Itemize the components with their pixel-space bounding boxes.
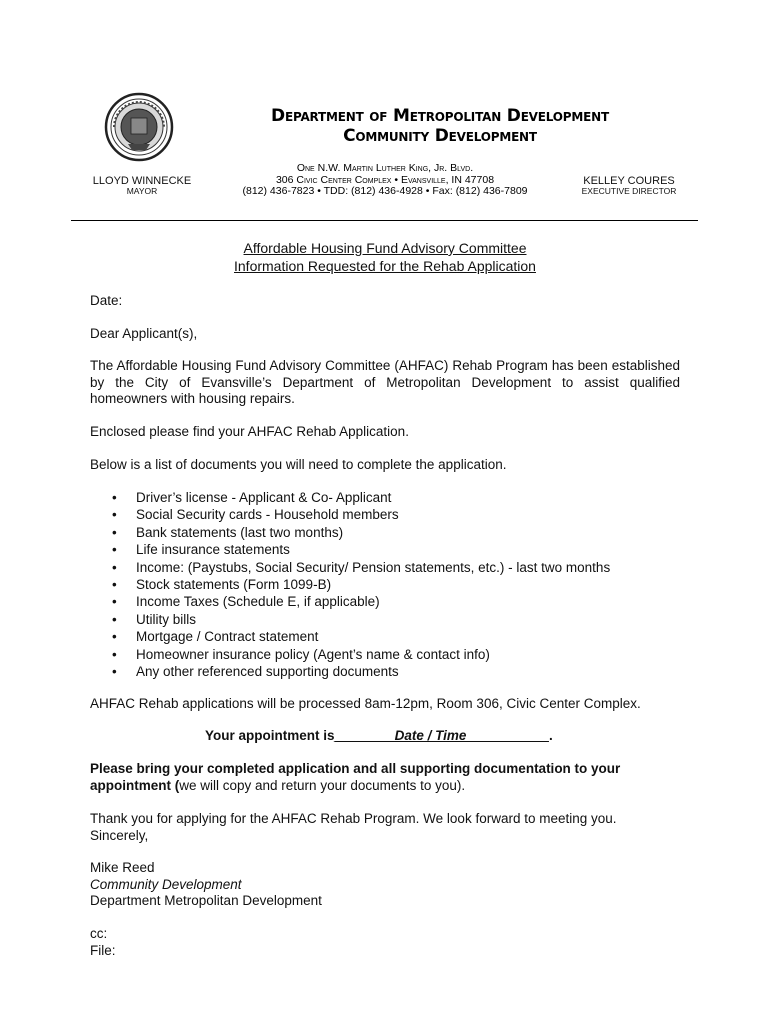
list-item: • Social Security cards - Household members <box>112 507 399 523</box>
closing: Sincerely, <box>90 828 149 843</box>
file-label: File: <box>90 943 116 958</box>
list-item: • Driver’s license - Applicant & Co- Applicant <box>112 490 392 505</box>
signer-unit: Community Development <box>90 877 242 892</box>
mayor-title: MAYOR <box>126 186 158 196</box>
division-name: Community Development <box>343 126 537 146</box>
list-item: • Stock statements (Form 1099-B) <box>112 577 332 593</box>
appointment-line <box>205 728 553 743</box>
salutation: Dear Applicant(s), <box>90 326 198 341</box>
department-name: Department of Metropolitan Development <box>271 106 609 126</box>
address-line-1: One N.W. Martin Luther King, Jr. Blvd. <box>296 162 474 174</box>
list-item: • Homeowner insurance policy (Agent’s name & contact info) <box>112 646 490 662</box>
bullet-icon: • <box>112 542 117 558</box>
list-item: • Bank statements (last two months) <box>112 524 344 540</box>
intro-paragraph: The Affordable Housing Fund Advisory Committee (AHFAC) Rehab Program has been established by the City of Evansville’s Department of Metropolitan Development to assist qualified homeowners with housing repairs. <box>90 358 680 406</box>
bullet-icon: • <box>112 490 117 505</box>
cc-label: cc: <box>90 926 108 941</box>
documents-list <box>90 489 680 680</box>
list-item: • Any other referenced supporting documents <box>112 664 399 680</box>
city-seal-icon <box>104 92 174 162</box>
list-item: • Income Taxes (Schedule E, if applicable) <box>112 594 380 610</box>
director-name: KELLEY COURES <box>583 175 675 187</box>
appointment-blank: ________Date / Time___________ <box>334 728 549 743</box>
mayor-name: LLOYD WINNECKE <box>92 175 192 187</box>
appointment-end: . <box>548 728 553 743</box>
bring-rest-text: we will copy and return your documents to you). <box>179 777 466 793</box>
director-title: EXECUTIVE DIRECTOR <box>581 186 677 196</box>
list-item: • Life insurance statements <box>112 542 290 558</box>
bullet-icon: • <box>112 577 117 593</box>
bullet-icon: • <box>112 611 117 627</box>
bring-bold-text: Please bring your completed application and all supporting documentation to your appointment ( <box>90 761 621 793</box>
list-item: • Utility bills <box>112 611 197 627</box>
bullet-icon: • <box>112 646 117 662</box>
list-item: • Income: (Paystubs, Social Security/ Pension statements, etc.) - last two months <box>112 559 611 575</box>
address-line-2: 306 Civic Center Complex • Evansville, IN 47708 <box>275 174 495 186</box>
enclosed-paragraph: Enclosed please find your AHFAC Rehab Application. <box>90 424 409 439</box>
bullet-icon: • <box>112 629 117 645</box>
bullet-icon: • <box>112 594 117 610</box>
bring-documents-paragraph <box>90 761 680 794</box>
subject-line-1: Affordable Housing Fund Advisory Committee <box>243 240 527 256</box>
appointment-label: Your appointment is <box>205 728 335 743</box>
header-divider <box>71 220 698 221</box>
phone-line: (812) 436-7823 • TDD: (812) 436-4928 • Fax: (812) 436-7809 <box>242 185 528 197</box>
list-intro: Below is a list of documents you will need to complete the application. <box>90 457 507 472</box>
bullet-icon: • <box>112 559 117 575</box>
thanks-paragraph: Thank you for applying for the AHFAC Rehab Program. We look forward to meeting you. <box>90 811 617 826</box>
bullet-icon: • <box>112 524 117 540</box>
processing-note: AHFAC Rehab applications will be processed 8am-12pm, Room 306, Civic Center Complex. <box>90 696 641 711</box>
signer-department: Department Metropolitan Development <box>90 893 322 908</box>
list-item: • Mortgage / Contract statement <box>112 629 319 645</box>
subject-line-2: Information Requested for the Rehab Application <box>234 258 536 274</box>
bullet-icon: • <box>112 507 117 523</box>
date-label: Date: <box>90 293 123 308</box>
signer-name: Mike Reed <box>90 860 155 875</box>
bullet-icon: • <box>112 664 117 680</box>
